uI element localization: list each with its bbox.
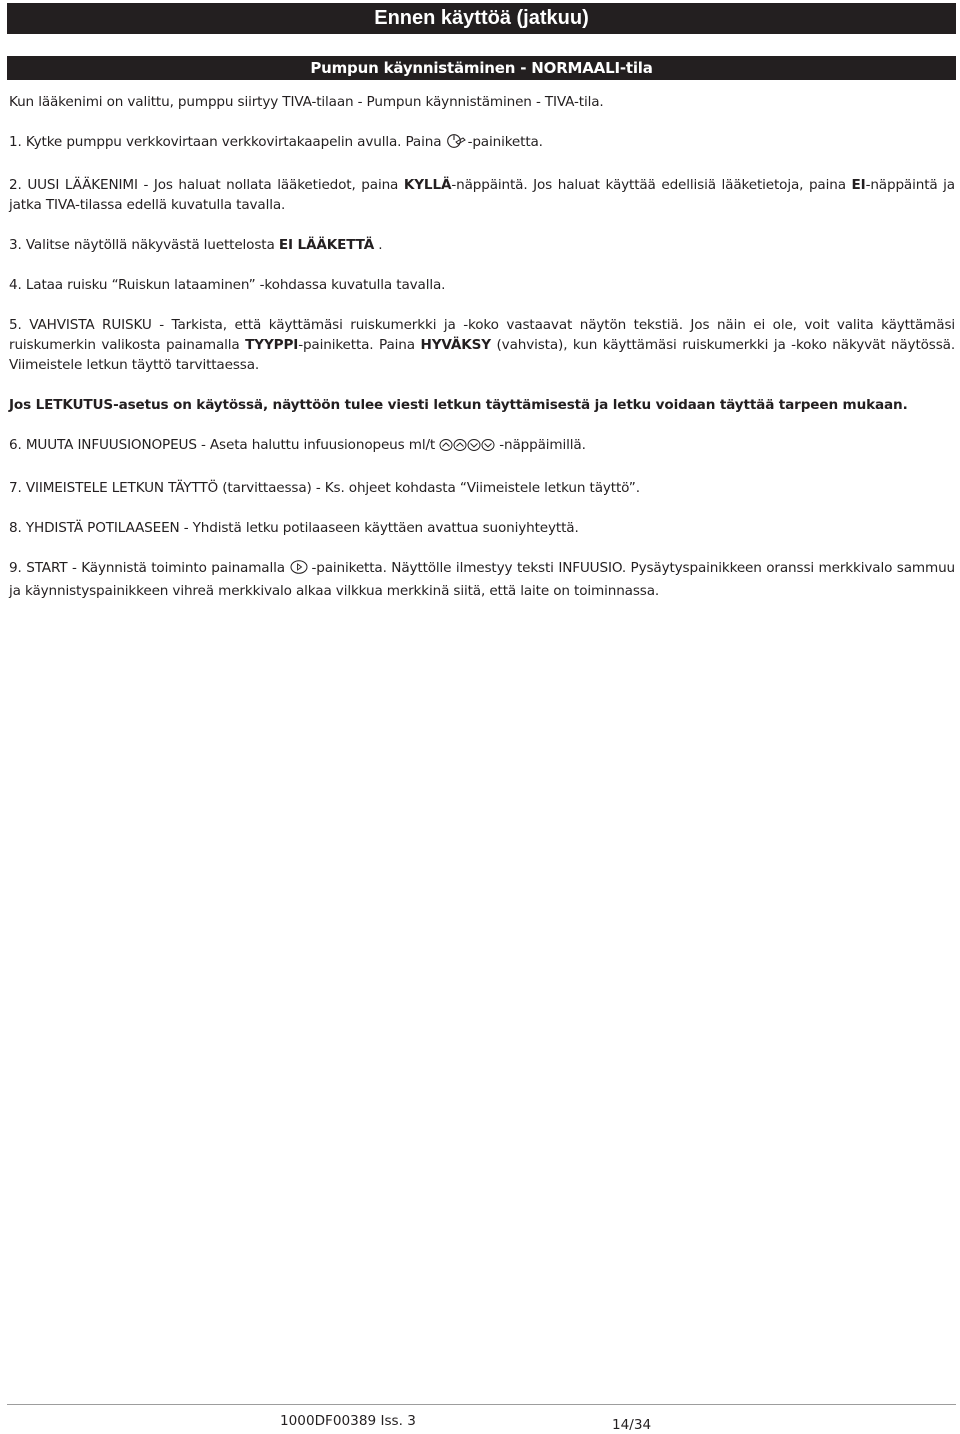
step-number: 1. [9, 134, 22, 150]
intro-paragraph: Kun lääkenimi on valittu, pumppu siirtyy TIVA-tilaan - Pumpun käynnistäminen - TIVA-tila. [9, 94, 604, 110]
step-9 [9, 558, 955, 601]
step-text: -painiketta. Näyttölle ilmestyy teksti INFUUSIO. Pysäytyspainikkeen oranssi merkkivalo sammuu ja käynnistyspainikkeen vihreä merkkivalo alkaa vilkkua merkkinä siitä, että laite on toiminnassa. [9, 560, 956, 599]
step-2 [9, 175, 955, 215]
step-text: UUSI LÄÄKENIMI - Jos haluat nollata lääketiedot, paina [27, 177, 404, 193]
arrow-keys-icon [439, 438, 499, 458]
start-button-icon [289, 559, 311, 581]
step-text: START - Käynnistä toiminto painamalla [26, 560, 290, 576]
step-text: YHDISTÄ POTILAASEEN - Yhdistä letku potilaaseen käyttäen avattua suoniyhteyttä. [25, 520, 579, 536]
note-paragraph: Jos LETKUTUS-asetus on käytössä, näyttöön tulee viesti letkun täyttämisestä ja letku voidaan täyttää tarpeen mukaan. [9, 397, 908, 413]
step-8 [9, 518, 955, 538]
key-label: EI [851, 177, 866, 193]
key-label: HYVÄKSY [420, 337, 491, 353]
step-text: Kytke pumppu verkkovirtaan verkkovirtakaapelin avulla. Paina [25, 134, 446, 150]
step-7 [9, 478, 955, 498]
page-title-text: Ennen käyttöä (jatkuu) [374, 7, 589, 29]
document-code: 1000DF00389 Iss. 3 [280, 1413, 416, 1429]
step-3 [9, 235, 955, 255]
page-title [7, 3, 956, 34]
step-text: VAHVISTA RUISKU - Tarkista, että käyttämäsi ruiskumerkki ja -koko vastaavat näytön tekstiä. Jos näin ei ole, voit valita käyttämäsi ruiskumerkin valikosta painamalla [9, 317, 956, 353]
section-title [7, 56, 956, 80]
step-number: 8. [9, 520, 22, 536]
step-text: -painiketta. Paina [298, 337, 421, 353]
step-4 [9, 275, 955, 295]
step-number: 7. [9, 480, 22, 496]
step-number: 4. [9, 277, 22, 293]
content [9, 92, 955, 621]
step-number: 3. [9, 237, 22, 253]
step-text: MUUTA INFUUSIONOPEUS - Aseta haluttu infuusionopeus ml/t [25, 437, 440, 453]
step-text: -painiketta. [467, 134, 543, 150]
page-number: 14/34 [612, 1417, 652, 1433]
step-text: -näppäimillä. [499, 437, 586, 453]
step-text: (vahvista), kun käyttämäsi ruiskumerkki ja -koko näkyvät näytössä. Viimeistele letkun täyttö tarvittaessa. [9, 337, 956, 373]
footer-divider [7, 1404, 956, 1405]
step-text: . [374, 237, 383, 253]
step-number: 2. [9, 177, 22, 193]
step-text: -näppäintä. Jos haluat käyttää edellisiä lääketietoja, paina [451, 177, 852, 193]
step-1 [9, 132, 955, 155]
key-label: TYYPPI [245, 337, 299, 353]
key-label: EI LÄÄKETTÄ [278, 237, 375, 253]
section-title-text: Pumpun käynnistäminen - NORMAALI-tila [310, 59, 653, 77]
step-number: 6. [9, 437, 22, 453]
step-text: Lataa ruisku “Ruiskun lataaminen” -kohdassa kuvatulla tavalla. [25, 277, 446, 293]
step-number: 5. [9, 317, 22, 333]
step-text: -näppäintä ja jatka TIVA-tilassa edellä kuvatulla tavalla. [9, 177, 955, 213]
step-6 [9, 435, 955, 458]
step-text: Valitse näytöllä näkyvästä luettelosta [25, 237, 279, 253]
power-hand-icon [446, 133, 468, 155]
step-text: VIIMEISTELE LETKUN TÄYTTÖ (tarvittaessa) - Ks. ohjeet kohdasta “Viimeistele letkun täyttö”. [25, 480, 640, 496]
step-5 [9, 315, 955, 375]
key-label: KYLLÄ [403, 177, 452, 193]
step-number: 9. [9, 560, 22, 576]
